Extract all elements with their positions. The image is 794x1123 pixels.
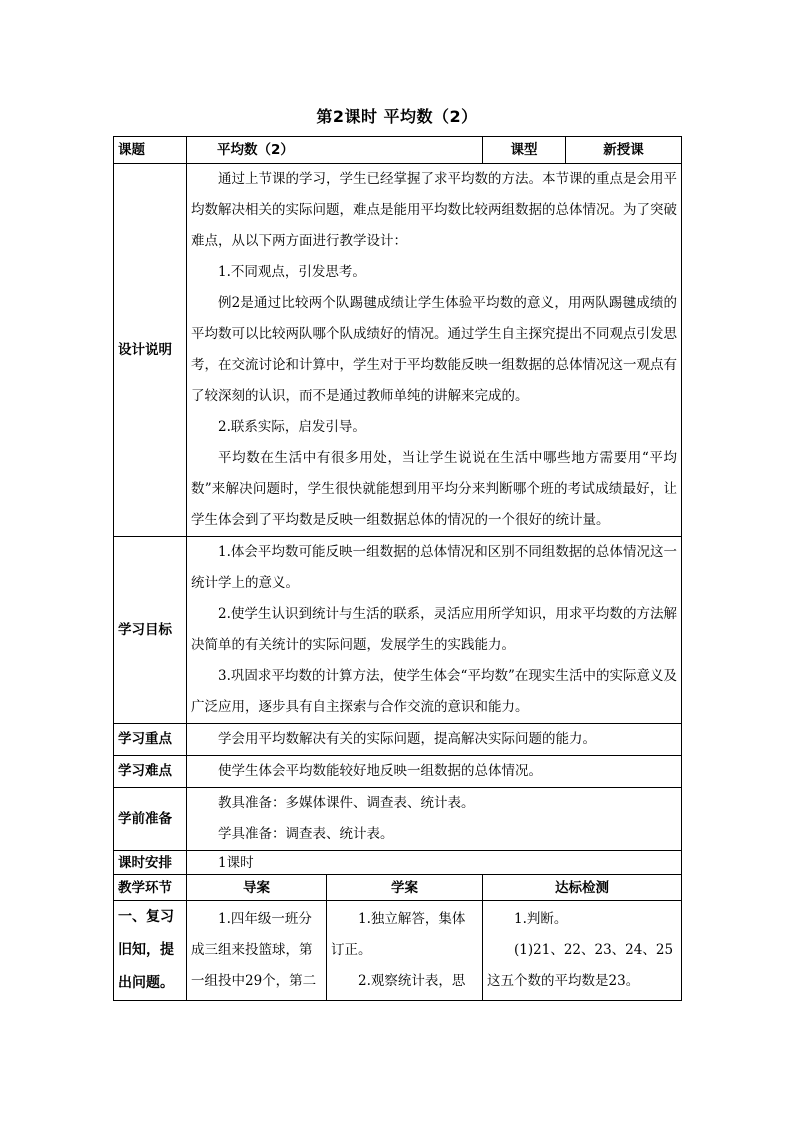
design-label: 设计说明 [114, 164, 187, 537]
check-column-header: 达标检测 [483, 875, 682, 901]
key-point-content [187, 724, 682, 756]
preparation-content [187, 788, 682, 851]
schedule-text: 1课时 [218, 854, 254, 871]
design-paragraph: 1.不同观点，引发思考。 [218, 264, 366, 280]
key-point-text: 学会用平均数解决有关的实际问题，提高解决实际问题的能力。 [218, 731, 596, 747]
study-line: 1.独立解答，集体订正。 [331, 911, 466, 958]
schedule-row [114, 851, 682, 875]
lesson-plan-table [113, 136, 682, 1001]
check-line: (1)21、22、23、24、25这五个数的平均数是23。 [487, 942, 674, 989]
preparation-label: 学前准备 [114, 788, 187, 851]
type-value: 新授课 [566, 137, 682, 164]
goal-paragraph: 2.使学生认识到统计与生活的联系，灵活应用所学知识，用求平均数的方法解决简单的有关统计的实际问题，发展学生的实践能力。 [191, 606, 678, 653]
check-line: 1.判断。 [514, 911, 568, 927]
section1-guide [187, 901, 327, 1001]
section1-study [327, 901, 483, 1001]
preparation-row [114, 788, 682, 851]
design-paragraph: 平均数在生活中有很多用处，当让学生说说在生活中哪些地方需要用“平均数”来解决问题时，学生很快就能想到用平均分来判断哪个班的考试成绩最好，让学生体会到了平均数是反映一组数据总体的情况的一个很好的统计量。 [191, 450, 678, 528]
goals-row [114, 537, 682, 724]
design-content [187, 164, 682, 537]
goals-label: 学习目标 [114, 537, 187, 724]
key-point-row [114, 724, 682, 756]
goals-content [187, 537, 682, 724]
difficulty-row [114, 756, 682, 788]
difficulty-content [187, 756, 682, 788]
type-label: 课型 [483, 137, 566, 164]
preparation-line: 教具准备：多媒体课件、调查表、统计表。 [218, 795, 475, 811]
schedule-label: 课时安排 [114, 851, 187, 875]
study-line: 2.观察统计表，思 [358, 973, 466, 989]
topic-row [114, 137, 682, 164]
difficulty-label: 学习难点 [114, 756, 187, 788]
goal-paragraph: 3.巩固求平均数的计算方法，使学生体会“平均数”在现实生活中的实际意义及广泛应用，逐步具有自主探索与合作交流的意识和能力。 [191, 668, 678, 715]
goal-paragraph: 1.体会平均数可能反映一组数据的总体情况和区别不同组数据的总体情况这一统计学上的意义。 [191, 544, 678, 591]
topic-label: 课题 [114, 137, 187, 164]
section1-label: 一、复习旧知，提出问题。 [114, 901, 187, 1001]
page-title: 第2课时 平均数（2） [316, 107, 478, 126]
design-paragraph: 2.联系实际，启发引导。 [218, 419, 366, 435]
design-row [114, 164, 682, 537]
guide-text: 1.四年级一班分成三组来投篮球，第一组投中29个，第二 [191, 911, 317, 989]
key-point-label: 学习重点 [114, 724, 187, 756]
section1-row [114, 901, 682, 1001]
guide-column-header: 导案 [187, 875, 327, 901]
design-paragraph: 例2是通过比较两个队踢毽成绩让学生体验平均数的意义，用两队踢毽成绩的平均数可以比较两队哪个队成绩好的情况。通过学生自主探究提出不同观点引发思考，在交流讨论和计算中，学生对于平均数能反映一组数据的总体情况这一观点有了较深刻的认识，而不是通过教师单纯的讲解来完成的。 [191, 295, 678, 404]
preparation-line: 学具准备：调查表、统计表。 [218, 826, 394, 842]
section-header-row [114, 875, 682, 901]
design-paragraph: 通过上节课的学习，学生已经掌握了求平均数的方法。本节课的重点是会用平均数解决相关的实际问题，难点是能用平均数比较两组数据的总体情况。为了突破难点，从以下两方面进行教学设计： [191, 171, 678, 249]
difficulty-text: 使学生体会平均数能较好地反映一组数据的总体情况。 [218, 763, 542, 779]
topic-value: 平均数（2） [187, 137, 483, 164]
section1-check [483, 901, 682, 1001]
schedule-content [187, 851, 682, 875]
section-header-label: 教学环节 [114, 875, 187, 901]
study-column-header: 学案 [327, 875, 483, 901]
